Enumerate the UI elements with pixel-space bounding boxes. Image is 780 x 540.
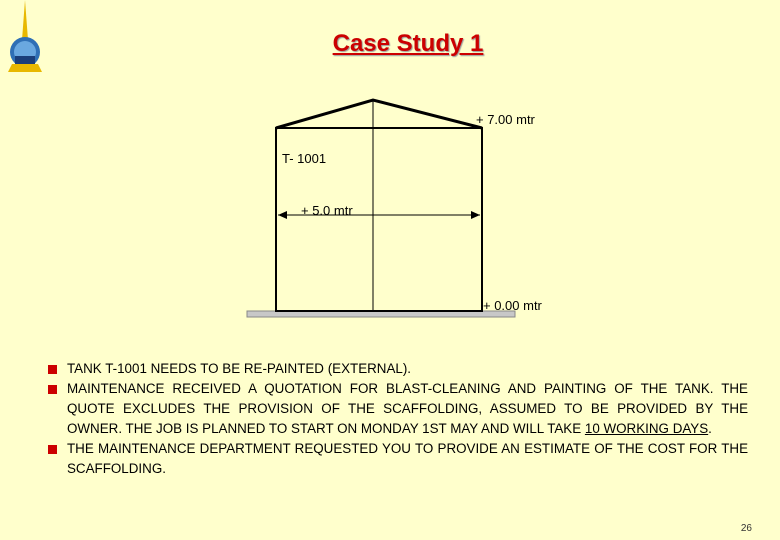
bullet-text: MAINTENANCE RECEIVED A QUOTATION FOR BLAST-CLEANING AND PAINTING OF THE TANK. THE QUOTE EXCLUDES THE PROVISION OF THE SCAFFOLDING, ASSUMED TO BE PROVIDED BY THE OWNER. THE JOB IS PLANNED TO START ON MONDAY 1ST MAY AND WILL TAKE [67,381,748,436]
bullet-square-icon [48,365,57,374]
bullet-square-icon [48,445,57,454]
bullet-square-icon [48,385,57,394]
radius-arrow-left [278,211,287,219]
radius-label: + 5.0 mtr [301,203,353,218]
bullet-item [48,379,748,439]
bullet-text: TANK T-1001 NEEDS TO BE RE-PAINTED (EXTERNAL). [67,361,412,376]
bullet-text: THE MAINTENANCE DEPARTMENT REQUESTED YOU TO PROVIDE AN ESTIMATE OF THE COST FOR THE SCAFFOLDING. [67,441,748,476]
tank-roof [276,100,482,128]
top-elevation-label: + 7.00 mtr [476,112,535,127]
bullet-list [48,359,748,479]
bullet-underlined-text: 10 WORKING DAYS [584,421,709,436]
bullet-item [48,359,748,379]
slide-title: Case Study 1 [332,30,484,57]
bullet-text-end: . [708,421,712,436]
tank-id-label: T- 1001 [282,151,327,166]
bullet-item [48,439,748,479]
page-number: 26 [740,523,752,534]
base-elevation-label: + 0.00 mtr [483,298,542,313]
radius-arrow-right [471,211,480,219]
